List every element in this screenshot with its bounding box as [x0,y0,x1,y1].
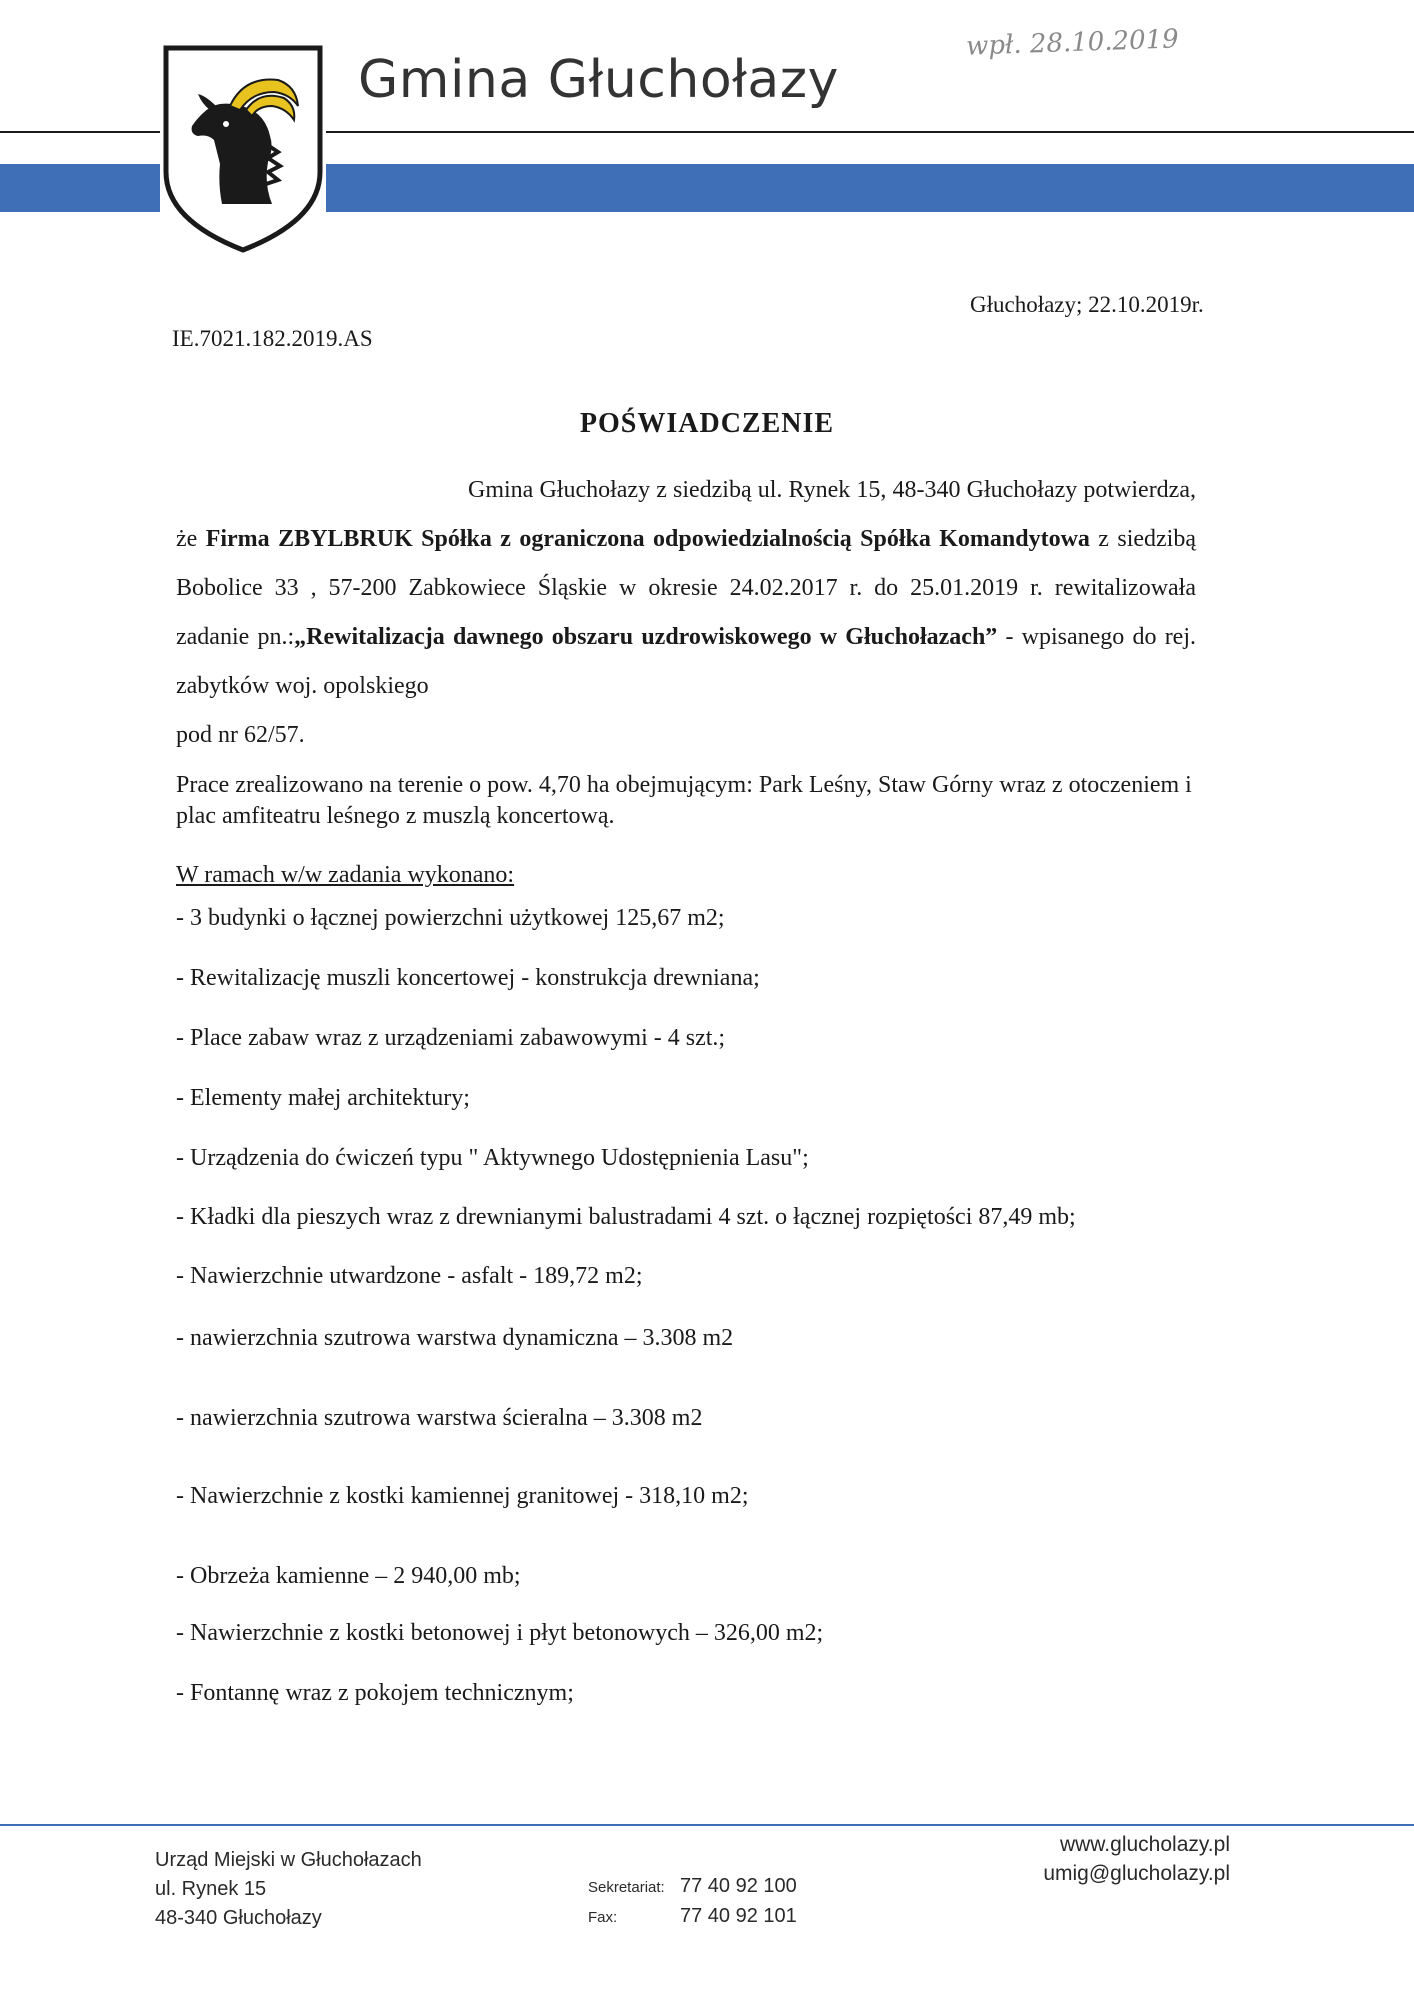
company-name: Firma ZBYLBRUK Spółka z ograniczona odpowiedzialnością Spółka Komandytowa [205,526,1090,552]
project-name: „Rewitalizacja dawnego obszaru uzdrowiskowego w Głuchołazach” [294,624,998,650]
document-body [176,466,1196,1708]
document-title: POŚWIADCZENIE [579,408,835,439]
coat-of-arms-logo [160,44,326,254]
footer-contact-phones [588,1872,797,1932]
list-item: - Kładki dla pieszych wraz z drewnianymi balustradami 4 szt. o łącznej rozpiętości 87,49 mb; [176,1204,1076,1230]
reference-number: IE.7021.182.2019.AS [172,326,373,351]
intro-paragraph [176,466,1196,711]
list-item: - nawierzchnia szutrowa warstwa dynamiczna – 3.308 m2 [176,1325,734,1351]
footer-online [1036,1830,1230,1888]
list-item: - Elementy małej architektury; [176,1085,470,1111]
intro-text-3: - wpisanego do rej. zabytków woj. opolskiego [176,624,1197,699]
works-list [176,903,1196,1708]
list-item: - Rewitalizację muszli koncertowej - konstrukcja drewniana; [176,965,760,991]
list-item: - Nawierzchnie utwardzone - asfalt - 189,72 m2; [176,1263,643,1289]
office-city: 48-340 Głuchołazy [155,1907,322,1929]
secretariat-row [588,1872,797,1902]
list-item: - 3 budynki o łącznej powierzchni użytkowej 125,67 m2; [176,905,725,931]
footer-rule [0,1824,1414,1826]
website-link[interactable]: www.glucholazy.pl [1059,1833,1230,1856]
section-heading: W ramach w/w zadania wykonano: [176,862,515,888]
brand-title: Gmina Głuchołazy [358,50,839,110]
footer-address [155,1846,422,1933]
intro-text-1: Gmina Głuchołazy z siedzibą ul. Rynek 15, 48-340 Głuchołazy potwierdza, że [176,477,1196,552]
list-item: - Fontannę wraz z pokojem technicznym; [176,1680,574,1706]
intro-text-2: z siedzibą Bobolice 33 , 57-200 Zabkowiece Śląskie w okresie 24.02.2017 r. do 25.01.2019 r. rewitalizowała zadanie pn.: [176,526,1196,650]
list-item: - Urządzenia do ćwiczeń typu " Aktywnego Udostępnienia Lasu"; [176,1145,809,1171]
list-item: - Obrzeża kamienne – 2 940,00 mb; [176,1563,521,1589]
list-item: - Nawierzchnie z kostki kamiennej granitowej - 318,10 m2; [176,1483,749,1509]
list-item: - nawierzchnia szutrowa warstwa ścieralna – 3.308 m2 [176,1405,703,1431]
fax-phone: 77 40 92 101 [680,1905,797,1927]
email-link[interactable]: umig@glucholazy.pl [1043,1862,1230,1885]
secretariat-phone: 77 40 92 100 [680,1875,797,1897]
handwritten-receipt-note: wpł. 28.10.2019 [965,24,1180,62]
place-and-date: Głuchołazy; 22.10.2019r. [970,292,1204,317]
works-area-paragraph: Prace zrealizowano na terenie o pow. 4,70 ha obejmującym: Park Leśny, Staw Górny wraz z otoczeniem i plac amfiteatru leśnego z muszlą koncertową. [176,772,1192,829]
fax-row [588,1902,797,1932]
office-name: Urząd Miejski w Głuchołazach [155,1849,422,1871]
registry-number: pod nr 62/57. [176,722,305,748]
fax-label: Fax: [588,1909,618,1926]
list-item: - Nawierzchnie z kostki betonowej i płyt betonowych – 326,00 m2; [176,1620,824,1646]
office-street: ul. Rynek 15 [155,1878,267,1900]
list-item: - Place zabaw wraz z urządzeniami zabawowymi - 4 szt.; [176,1025,726,1051]
secretariat-label: Sekretariat: [588,1879,665,1896]
